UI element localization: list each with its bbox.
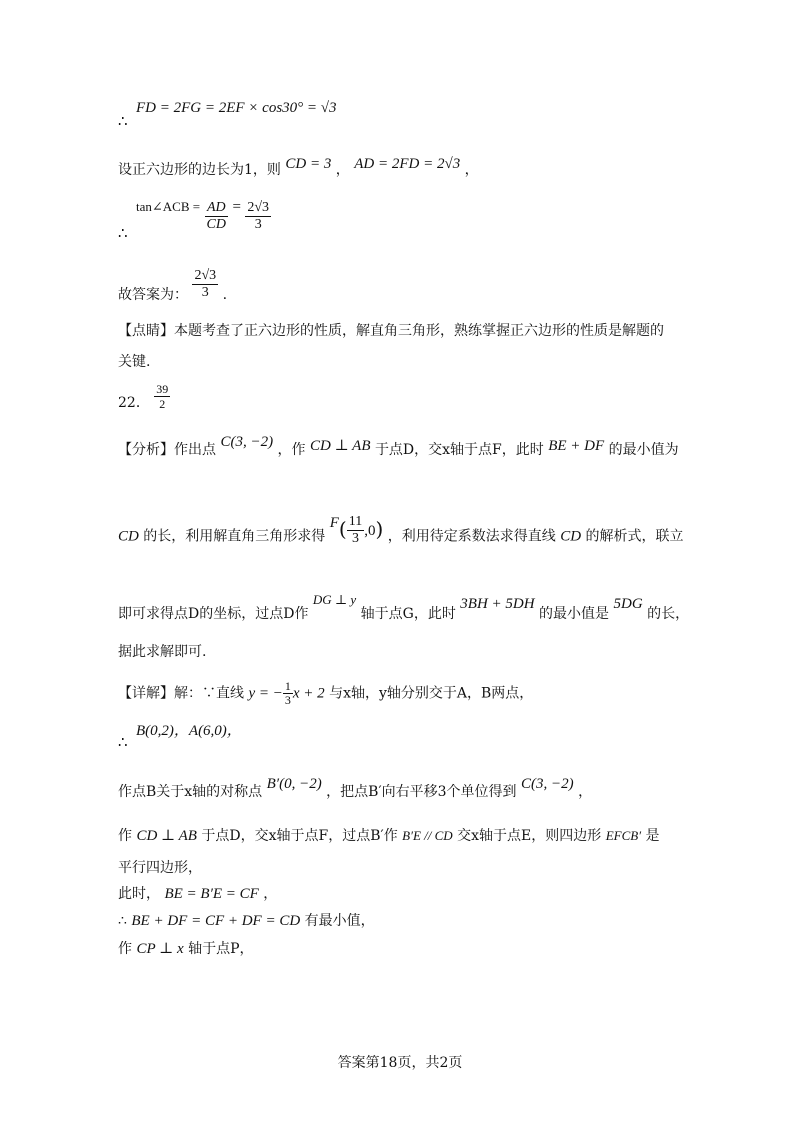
- formula-points-ba: B(0,2)，A(6,0)，: [136, 723, 242, 739]
- therefore-symbol: ∴: [118, 112, 128, 130]
- fraction-11-3: $\frac{11}{3}$: [348, 514, 363, 546]
- analysis-line-4: 据此求解即可.: [118, 644, 207, 660]
- detail-line-4: 作 CD ⊥ AB 于点D，交x轴于点F，过点B′作 B′E // CD 交x轴于点E，则四边形 EFCB′ 是: [118, 828, 660, 844]
- analysis-line-1: 【分析】作出点 C(3, −2) ，作 CD ⊥ AB 于点D，交x轴于点F，此时 BE + DF 的最小值为: [118, 434, 679, 458]
- fraction-2sqrt3-3: $\frac{2√3}{3}$: [247, 200, 270, 232]
- analysis-line-2: CD 的长，利用解直角三角形求得 F( $\frac{11}{3}$ ,0) ，利用待定系数法求得直线 CD 的解析式，联立: [118, 514, 684, 546]
- detail-line-1: 【详解】解：∵直线 y = − $\frac{1}{3}$ x + 2 与x轴，y轴分别交于A，B两点，: [118, 679, 534, 707]
- text-line-key: 关键.: [118, 354, 151, 370]
- fraction-answer: $\frac{2√3}{3}$: [194, 268, 217, 300]
- formula-cd-perp-ab: CD ⊥ AB: [309, 438, 371, 454]
- analysis-line-3: 即可求得点D的坐标，过点D作 DG ⊥ y 轴于点G，此时 3BH + 5DH 的最小值是 5DG 的长，: [118, 592, 690, 622]
- formula-fd: FD = 2FG = 2EF × cos30° = √3: [136, 100, 337, 116]
- detail-line-5: 平行四边形，: [118, 860, 202, 876]
- formula-tan: tan∠ACB = $\frac{AD}{CD}$ = $\frac{2√3}{3}$: [136, 198, 270, 232]
- question-22: [118, 382, 170, 411]
- text-line-answer: 故答案为： $\frac{2√3}{3}$ .: [118, 268, 228, 303]
- formula-dg-perp-y: DG ⊥ y: [312, 592, 357, 607]
- detail-line-7: ∴ BE + DF = CF + DF = CD 有最小值，: [118, 913, 375, 929]
- therefore-symbol: ∴: [118, 224, 128, 242]
- formula-cd: CD = 3: [285, 156, 332, 172]
- formula-ad: AD = 2FD = 2√3: [354, 156, 461, 172]
- formula-point-c: C(3, −2): [220, 434, 274, 450]
- page-footer: 答案第18页，共2页: [337, 1055, 463, 1071]
- fraction-1-3: $\frac{1}{3}$: [284, 679, 291, 707]
- fraction-ad-cd: $\frac{AD}{CD}$: [206, 200, 226, 232]
- formula-5dg: 5DG: [613, 596, 643, 612]
- formula-3bh-5dh: 3BH + 5DH: [460, 596, 535, 612]
- formula-c-point: C(3, −2): [520, 776, 574, 792]
- detail-line-6: 此时， BE = B′E = CF ，: [118, 886, 278, 902]
- question-number: 22．: [118, 394, 150, 411]
- detail-line-3: 作点B关于x轴的对称点 B′(0, −2) ，把点B′向右平移3个单位得到 C(3, −2) ，: [118, 776, 593, 800]
- detail-line-8: 作 CP ⊥ x 轴于点P，: [118, 941, 254, 957]
- formula-be-df: BE + DF: [548, 438, 605, 454]
- therefore-symbol: ∴: [118, 733, 128, 751]
- fraction-39-2: $\frac{39}{2}$: [156, 382, 169, 411]
- formula-b-prime: B′(0, −2): [266, 776, 322, 792]
- text-line-hexagon: 设正六边形的边长为1，则 CD = 3 ， AD = 2FD = 2√3 ，: [118, 156, 479, 178]
- text-line-comment: 【点睛】本题考查了正六边形的性质，解直角三角形，熟练掌握正六边形的性质是解题的: [118, 323, 664, 339]
